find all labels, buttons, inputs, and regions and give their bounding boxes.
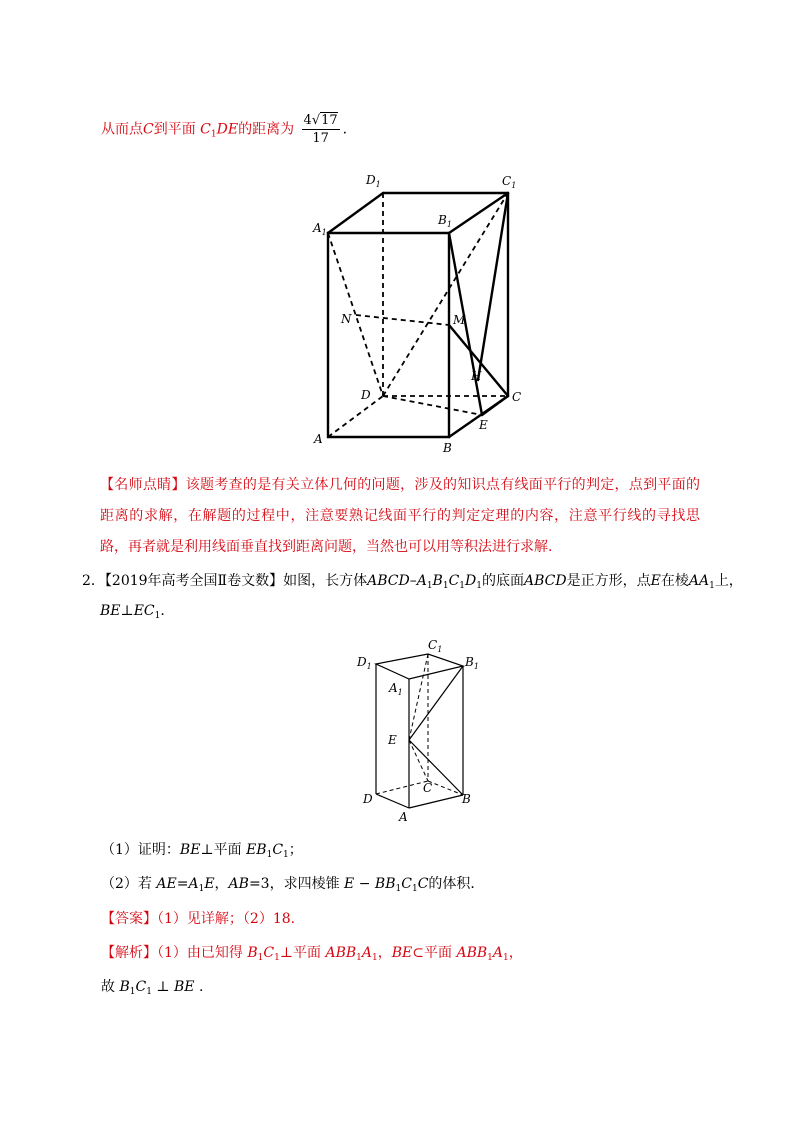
therefore-line: 故 $B_1C_1$ ⊥ BE . — [101, 979, 204, 997]
fig2-label-C: C — [423, 781, 433, 795]
figure2-hidden-edges — [376, 654, 463, 795]
figure1-labels — [312, 173, 521, 455]
label-D1: $D_1$ — [366, 173, 381, 189]
analysis-line: 【解析】（1）由已知得 $B_1C_1\perp$平面 $ABB_1A_1$，BE⊂平面 $ABB_1A_1$， — [101, 945, 523, 963]
label-B: B — [443, 441, 452, 455]
label-C1: $C_1$ — [502, 174, 517, 190]
figure1-cuboid — [300, 168, 540, 463]
distance-fraction: $\frac{4√17}{17}$ — [303, 113, 338, 146]
fig2-label-D1: $D_1$ — [357, 655, 372, 671]
fig2-label-B1: $B_1$ — [465, 655, 479, 671]
figure2-solid-edges — [376, 654, 463, 808]
label-H: H — [471, 369, 482, 383]
fig2-label-C1: $C_1$ — [428, 638, 443, 654]
label-A: A — [314, 432, 323, 446]
label-M: M — [453, 313, 466, 327]
figure1-solid-edges — [328, 193, 508, 437]
fig2-label-E: E — [388, 733, 397, 747]
part1-line: （1）证明：BE⊥平面 $EB_1C_1$； — [101, 842, 303, 860]
problem2-line1: 2．【2019年高考全国Ⅱ卷文数】如图，长方体ABCD–$A_1B_1C_1D_1$的底面ABCD是正方形，点E在棱$AA_1$上， — [82, 573, 743, 591]
conclusion-line: 从而点C到平面 $C_1DE$的距离为 $\frac{4√17}{17}$ . — [101, 113, 348, 146]
label-N: N — [341, 312, 352, 326]
label-B1: $B_1$ — [438, 213, 452, 229]
fig2-label-D: D — [363, 792, 373, 806]
fig2-label-B: B — [462, 792, 471, 806]
fig2-label-A1: $A_1$ — [389, 681, 403, 697]
label-E: E — [479, 418, 488, 432]
label-A1: $A_1$ — [313, 221, 327, 237]
label-C: C — [512, 390, 522, 404]
figure1-hidden-edges — [328, 193, 508, 437]
label-D: D — [361, 388, 371, 402]
figure2-cuboid — [355, 632, 485, 822]
teacher-note: 【名师点睛】该题考查的是有关立体几何的问题，涉及的知识点有线面平行的判定，点到平面的距离的求解，在解题的过程中，注意要熟记线面平行的判定定理的内容，注意平行线的寻找思路，再者就是利用线面垂直找到距离问题，当然也可以用等积法进行求解. — [100, 477, 700, 555]
fig2-label-A: A — [399, 810, 408, 822]
problem2-line2: $BE\perp EC_1$. — [100, 603, 165, 621]
part2-line: （2）若 $AE=A_1E$，AB=3，求四棱锥 $E - BB_1C_1C$的体积． — [101, 876, 485, 894]
answer-line: 【答案】（1）见详解；（2）18. — [101, 911, 296, 927]
